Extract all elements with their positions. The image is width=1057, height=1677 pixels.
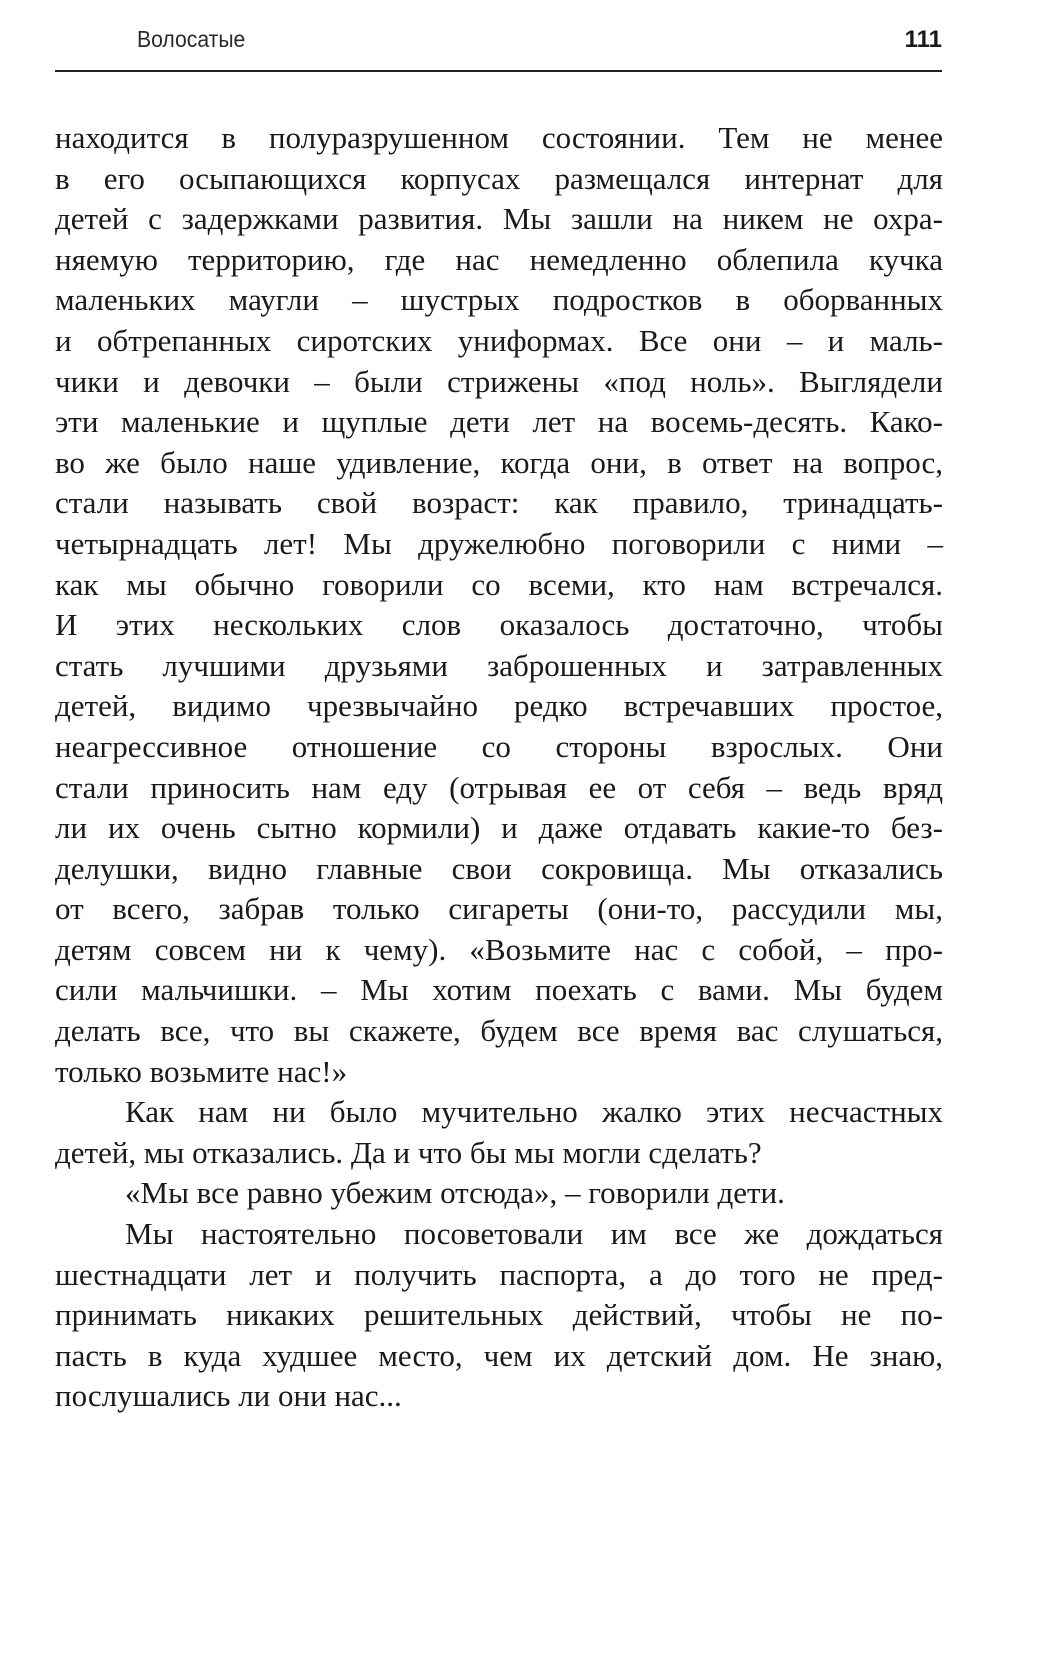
text-line: принимать никаких решительных действий, чтобы не по- bbox=[55, 1297, 943, 1333]
text-line: от всего, забрав только сигареты (они-то, рассудили мы, bbox=[55, 891, 943, 927]
text-line: няемую территорию, где нас немедленно облепила кучка bbox=[55, 241, 943, 277]
text-line: пасть в куда худшее место, чем их детский дом. Не знаю, bbox=[55, 1337, 943, 1373]
text-line: детей, видимо чрезвычайно редко встречавших простое, bbox=[55, 688, 943, 724]
text-line: делушки, видно главные свои сокровища. Мы отказались bbox=[55, 850, 943, 886]
text-line: неагрессивное отношение со стороны взрослых. Они bbox=[55, 728, 943, 764]
text-line: детей, мы отказались. Да и что бы мы могли сделать? bbox=[55, 1134, 762, 1170]
text-line: находится в полуразрушенном состоянии. Тем не менее bbox=[55, 120, 943, 155]
text-line: во же было наше удивление, когда они, в ответ на вопрос, bbox=[55, 444, 943, 480]
running-title: Волосатые bbox=[137, 26, 246, 52]
page-number: 111 bbox=[904, 26, 942, 53]
paragraph bbox=[55, 1092, 943, 1173]
paragraph bbox=[55, 1214, 943, 1417]
text-line: как мы обычно говорили со всеми, кто нам встречался. bbox=[55, 566, 943, 602]
text-line: эти маленькие и щуплые дети лет на восемь-десять. Како- bbox=[55, 404, 943, 440]
text-line: И этих нескольких слов оказалось достаточно, чтобы bbox=[55, 607, 943, 643]
text-line: стали приносить нам еду (отрывая ее от себя – ведь вряд bbox=[55, 769, 943, 805]
text-line: четырнадцать лет! Мы дружелюбно поговорили с ними – bbox=[55, 525, 943, 561]
text-line: чики и девочки – были стрижены «под ноль». Выглядели bbox=[55, 363, 943, 399]
text-line: ли их очень сытно кормили) и даже отдавать какие-то без- bbox=[55, 810, 943, 846]
text-line: и обтрепанных сиротских униформах. Все они – и маль- bbox=[55, 322, 943, 358]
page-header bbox=[55, 22, 942, 72]
text-line: маленьких маугли – шустрых подростков в оборванных bbox=[55, 282, 943, 318]
body-text bbox=[55, 118, 943, 1417]
text-line: послушались ли они нас... bbox=[55, 1378, 402, 1414]
text-line: Мы настоятельно посоветовали им все же дождаться bbox=[125, 1216, 943, 1252]
text-line: только возьмите нас!» bbox=[55, 1053, 348, 1089]
paragraph bbox=[55, 1173, 943, 1214]
text-line: стали называть свой возраст: как правило, тринадцать- bbox=[55, 485, 943, 521]
text-line: шестнадцати лет и получить паспорта, а до того не пред- bbox=[55, 1256, 943, 1292]
text-line: в его осыпающихся корпусах размещался интернат для bbox=[55, 160, 943, 196]
paragraph bbox=[55, 118, 943, 1092]
text-line: детям совсем ни к чему). «Возьмите нас с собой, – про- bbox=[55, 931, 943, 967]
text-line: детей с задержками развития. Мы зашли на никем не охра- bbox=[55, 201, 943, 237]
text-line: «Мы все равно убежим отсюда», – говорили дети. bbox=[125, 1175, 785, 1211]
text-line: Как нам ни было мучительно жалко этих несчастных bbox=[125, 1094, 943, 1130]
text-line: делать все, что вы скажете, будем все время вас слушаться, bbox=[55, 1013, 943, 1049]
text-line: стать лучшими друзьями заброшенных и затравленных bbox=[55, 647, 943, 683]
text-line: сили мальчишки. – Мы хотим поехать с вами. Мы будем bbox=[55, 972, 943, 1008]
